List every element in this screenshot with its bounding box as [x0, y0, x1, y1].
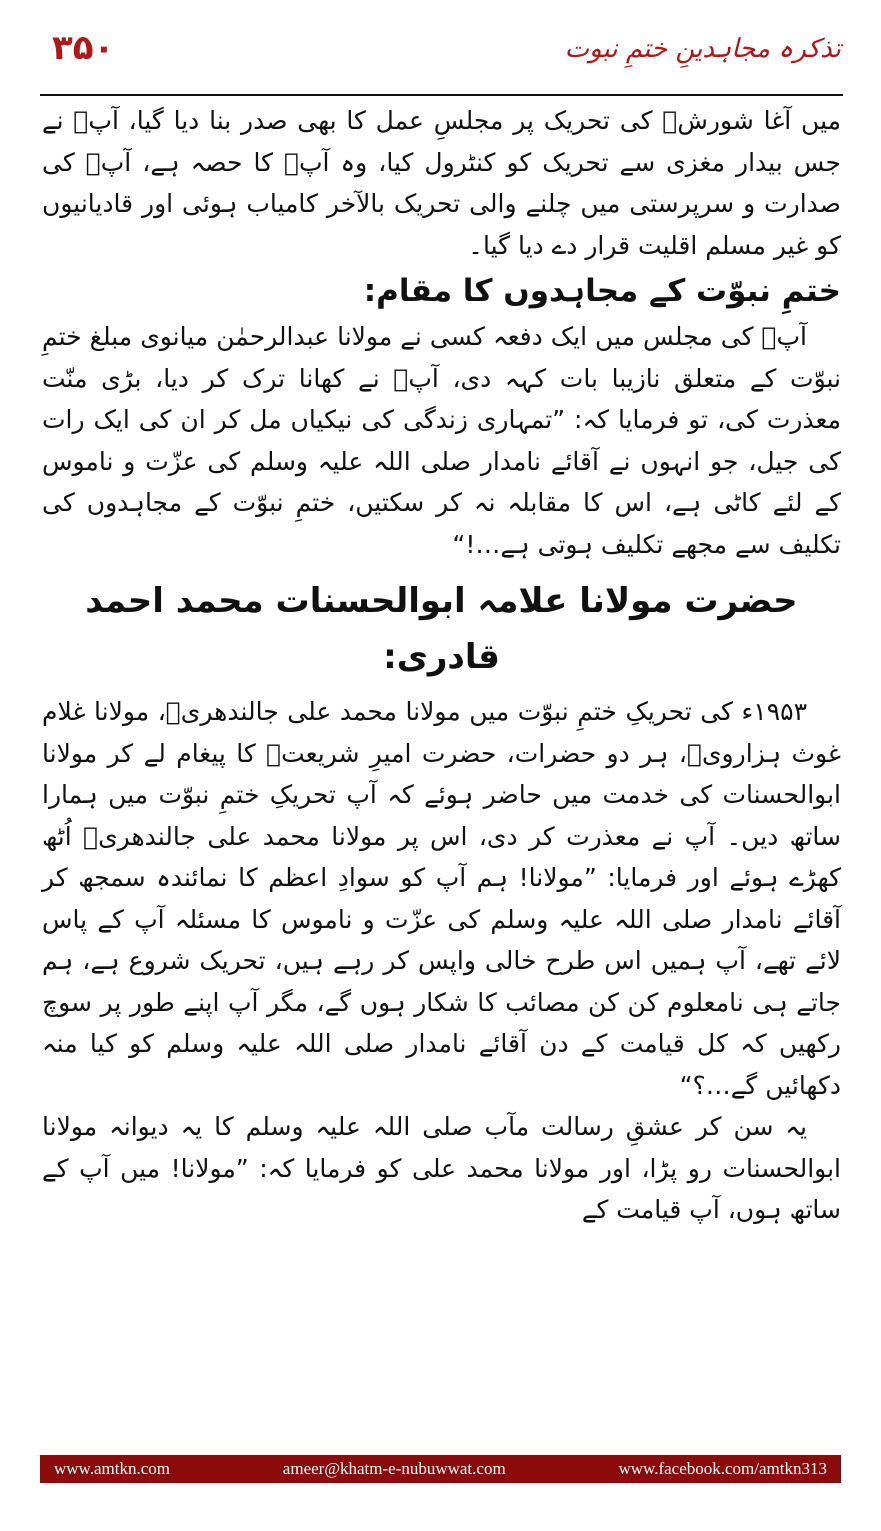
page-body: [42, 100, 841, 1231]
facebook-link[interactable]: www.facebook.com/amtkn313: [618, 1459, 827, 1478]
header-divider: [40, 94, 843, 96]
page-number: ۳۵۰: [52, 28, 115, 68]
section-heading-mujahideen: ختمِ نبوّت کے مجاہدوں کا مقام:: [363, 273, 841, 309]
paragraph-1953-movement: ۱۹۵۳ء کی تحریکِ ختمِ نبوّت میں مولانا محمد علی جالندھریؒ، مولانا غلام غوث ہزارویؒ، ہر دو حضرات، حضرت امیرِ شریعتؒ کا پیغام لے کر مولانا ابوالحسنات کی خدمت میں حاضر ہوئے کہ آپ تحریکِ ختمِ نبوّت میں ہمارا ساتھ دیں۔ آپ نے معذرت کر دی، اس پر مولانا محمد علی جالندھریؒ اُٹھ کھڑے ہوئے اور فرمایا: ”مولانا! ہم آپ کو سوادِ اعظم کا نمائندہ سمجھ کر آقائے نامدار صلی اللہ علیہ وسلم کی عزّت و ناموس کا مسئلہ آپ کے پاس لائے تھے، آپ ہمیں اس طرح خالی واپس کر رہے ہیں، تحریک شروع ہے، ہم جاتے ہی نامعلوم کن کن مصائب کا شکار ہوں گے، مگر آپ اپنے طور پر سوچ رکھیں کہ کل قیامت کے دن آقائے نامدار صلی اللہ علیہ وسلم کو کیا منہ دکھائیں گے…؟“: [42, 697, 841, 1100]
paragraph-majlis-anecdote: آپؒ کی مجلس میں ایک دفعہ کسی نے مولانا عبدالرحمٰن میانوی مبلغ ختمِ نبوّت کے متعلق نازیبا بات کہہ دی، آپؒ نے کھانا ترک کر دیا، بڑی منّت معذرت کی، تو فرمایا کہ: ”تمہاری زندگی کی نیکیاں مل کر ان کی ایک رات کی جیل، جو انہوں نے آقائے نامدار صلی اللہ علیہ وسلم کی عزّت و ناموس کے لئے کاٹی ہے، اس کا مقابلہ نہ کر سکتیں، ختمِ نبوّت کے مجاہدوں کی تکلیف سے مجھے تکلیف ہوتی ہے…!“: [42, 322, 841, 559]
paragraph-intro: میں آغا شورشؒ کی تحریک پر مجلسِ عمل کا بھی صدر بنا دیا گیا، آپؒ نے جس بیدار مغزی سے تحریک کو کنٹرول کیا، وہ آپؒ کا حصہ ہے، آپؒ کی صدارت و سرپرستی میں چلنے والی تحریک بالآخر کامیاب ہوئی اور قادیانیوں کو غیر مسلم اقلیت قرار دے دیا گیا۔: [42, 106, 841, 260]
footer-links-bar: [40, 1455, 841, 1483]
section-heading-abul-hasanat: حضرت مولانا علامہ ابوالحسنات محمد احمد قادری:: [85, 581, 798, 677]
paragraph-response: یہ سن کر عشقِ رسالت مآب صلی اللہ علیہ وسلم کا یہ دیوانہ مولانا ابوالحسنات رو پڑا، اور مولانا محمد علی کو فرمایا کہ: ”مولانا! میں آپ کے ساتھ ہوں، آپ قیامت کے: [42, 1112, 841, 1224]
running-title: تذکرہ مجاہدینِ ختمِ نبوت: [564, 34, 841, 64]
website-link[interactable]: www.amtkn.com: [54, 1459, 170, 1478]
email-link[interactable]: ameer@khatm-e-nubuwwat.com: [282, 1459, 506, 1478]
